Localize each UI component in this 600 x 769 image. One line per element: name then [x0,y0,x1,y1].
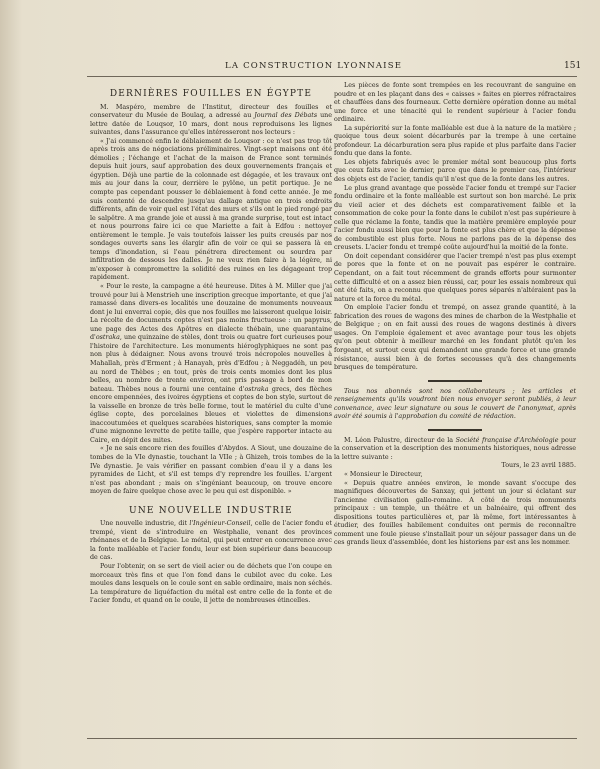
article-paragraph: Le plus grand avantage que possède l'acier fondu et trempé sur l'acier fondu ordinaire et la fonte malléable est surtout son bon marché. Le prix du vieil acier et des déchets est comparativement faible et la consommation de coke pour la fonte dans le cubilot n'est pas supérieure à celle que réclame la fonte, tandis que la matière première employée pour l'acier fondu aussi bien que pour la fonte est plus chère et que la dépense de combustible est plus forte. Nous ne parlons pas de la dépense des creusets. L'acier fondu et trempé coûte aujourd'hui la moitié de la fonte. [334,184,576,252]
article-paragraph: « Pour le reste, la campagne a été heureuse. Dites à M. Miller que j'ai trouvé pour lui à Menstrieh une inscription grecque importante, et que j'ai ramassé dans divers-es localités une douzaine de monuments nouveaux dont je lui enverrai copie, dès que nos fouilles me laisseront quelque loisir. La récolte de documents coptes n'est pas moins fructueuse : un papyrus, une page des Actes des Apôtres en dialecte thébain, une quarantaine d'ostraka, une quinzaine de stèles, dont trois ou quatre fort curieuses pour l'histoire de l'architecture. Les monuments hiéroglyphiques ne sont pas non plus à dédaigner. Nous avons trouvé trois nécropoles nouvelles à Mahallah, près d'Erment ; à Hanayah, près d'Edfou ; à Neggadéh, un peu au nord de Thèbes ; en tout, près de trois cents momies dont les plus belles, au nombre de trente environ, ont pris passage à bord de mon bateau. Thèbes nous a fourni une centaine d'ostraka grecs, des flèches encore empennées, des ivoires égyptiens et coptes de bon style, surtout de la vaisselle en bronze de très belle forme, tout le matériel du culte d'une église copte, des porcelaines bleues et violettes de dimensions inaccoutumées et quelques scarabées historiques, sans compter la momie d'une mignonne levrette de petite taille, que j'espère rapporter intacte au Caire, en dépit des mites. [90,283,332,444]
header-rule [87,76,577,77]
article-paragraph: Les pièces de fonte sont trempées en les recouvrant de sanguine en poudre et en les plaçant dans des « caisses » faites en pierres réfractaires et chauffées dans des fourneaux. Cette dernière opération donne au métal une force et une ténacité qui le rendent supérieur à l'acier fondu ordinaire. [334,82,576,124]
article-paragraph: Pour l'obtenir, on se sert de vieil acier ou de déchets que l'on coupe en morceaux très fins et que l'on fond dans le cubilot avec du coke. Les moules dans lesquels on le coule sont en sable ordinaire, mais non séchés. La température de liquéfaction du métal est entre celle de la fonte et de l'acier fondu, et quand on le coule, il jette de nombreuses étincelles. [90,562,332,605]
article-paragraph: On doit cependant considérer que l'acier trempé n'est pas plus exempt de pores que la fonte et on ne pouvait pas espérer le contraire. Cependant, on a fait tout récemment de grands efforts pour surmonter cette difficulté et on a assez bien réussi, car, pour les essais nombreux qui ont été faits, on a reconnu que quelques pores séparés n'altéraient pas la nature et la force du métal. [334,252,576,303]
editorial-notice: Tous nos abonnés sont nos collaborateurs ; les articles et renseignements qu'ils voudront bien nous envoyer seront publiés, à leur convenance, avec leur signature ou sous le couvert de l'anonymat, après avoir été soumis à l'approbation du comité de rédaction. [334,387,576,421]
letter-salutation: « Monsieur le Directeur, [344,470,423,478]
article-paragraph: « Je ne sais encore rien des fouilles d'Abydos. A Siout, une douzaine de tombes de la VIe dynastie, touchant la VIIe ; à Ghizeh, trois tombes de la IVe dynastie. Je vais vérifier en passant combien d'eau il y a dans les pyramides de Licht, et s'il est temps d'y reprendre les fouilles. L'argent n'est pas abondant ; mais on s'ingéniant beaucoup, on trouve encore moyen de faire quelque chose avec le peu qui est disponible. » [90,445,332,496]
left-column [90,82,332,606]
article-paragraph: On emploie l'acier fondu et trempé, on assez grande quantité, à la fabrication des roues de wagons des mines de charbon de la Westphalie et de Belgique ; on en fait aussi des roues de wagons destinés à divers usages. On l'emploie également et avec avantage pour tous les objets qu'on peut obtenir à meilleur marché en les fondant plutôt qu'en les forgeant, et surtout ceux qui demandent une grande force et une grande résistance, aussi bien à de fortes secousses qu'à des changements brusques de température. [334,304,576,372]
article-paragraph: « J'ai commencé enfin le déblaiement de Louqsor : ce n'est pas trop tôt après trois ans de négociations préliminaires. Vingt-sept maisons ont été démolies ; l'échange et l'achat de la maison de France sont terminés depuis huit jours, sauf approbation des deux gouvernements français et égyptien. Déjà une partie de la colonnade est dégagée, et les travaux ont mis au jour dans la cour, derrière le pylône, un petit portique. Je ne compte pas cependant pousser le déblaiement à fond cette année. Je me suis contenté de descendre jusqu'au dallage antique en trois endroits différents, afin de voir quel est l'état des murs et s'ils ont le pied rongé par le salpêtre. A ma grande joie et aussi à ma grande surprise, tout est intact et nous pourrons faire ici ce que Mariette a fait à Edfou : nettoyer entièrement le temple. Je vais toutefois laisser les puits creusés par nos sondages ouverts sans les élargir afin de voir ce qui se passera là en temps d'inondation, si l'eau pénétrera directement ou sourdra par infiltration de dessous les dalles. Je ne veux rien faire à la légère, ni m'exposer à compromettre la solidité des ruines en les dégageant trop rapidement. [90,137,332,282]
page-number: 151 [564,61,582,71]
article-paragraph: La supériorité sur la fonte malléable est due à la nature de la matière ; quoique tous deux soient décarburés par la trempe à une certaine profondeur. La décarburation sera plus rapide et plus parfaite dans l'acier fondu que dans la fonte. [334,124,576,158]
section-separator [428,380,482,382]
letter-date: Tours, le 23 avril 1885. [501,462,576,470]
section-separator [428,429,482,431]
article-paragraph: Les objets fabriqués avec le premier métal sont beaucoup plus forts que ceux faits avec le dernier, parce que dans le premier cas, l'intérieur des objets est de l'acier, tandis qu'il n'est que de la fonte dans les autres. [334,158,576,184]
article-paragraph: « Depuis quatre années environ, le monde savant s'occupe des magnifiques découvertes de Sanxay, qui jettent un jour si éclatant sur l'ancienne civilisation gallo-romaine. A côté de trois monuments principaux : un temple, un théâtre et un balnéaire, qui offrent des dispositions toutes particulières et, par là même, fort intéressantes à étudier, des fouilles habilement conduites ont permis de reconnaître comment une foule pieuse s'installait pour un séjour passager dans un de ces grands lieux d'assemblée, dont les historiens par est ans les nommer. [334,479,576,547]
running-head [0,61,600,75]
article-intro-industrie: Une nouvelle industrie, dit l'Ingénieur-Conseil, celle de l'acier fondu et trempé, vient de s'introduire en Westphalie, venant des provinces rhénanes et de la Belgique. Le métal, qui peut entrer en concurrence avec la fonte malléable et l'acier fondu, leur est bien supérieur dans beaucoup de cas. [90,520,332,562]
section-title-industrie: UNE NOUVELLE INDUSTRIE [129,505,293,516]
journal-title: LA CONSTRUCTION LYONNAISE [225,61,403,71]
section-title-fouilles: DERNIÈRES FOUILLES EN ÉGYPTE [109,89,313,99]
article-intro-palustre: M. Léon Palustre, directeur de la Société française d'Archéologie pour la conservation et la description des monuments historiques, nous adresse la lettre suivante : [334,436,576,461]
footer-rule [87,738,577,739]
right-column [334,82,576,548]
article-intro-maspero: M. Maspéro, membre de l'Institut, directeur des fouilles et conservateur du Musée de Boulaq, a adressé au Journal des Débats une lettre datée de Louqsor, 10 mars, dont nous reproduisons les lignes suivantes, dans l'assurance qu'elles intéresseront nos lecteurs : [90,103,332,137]
